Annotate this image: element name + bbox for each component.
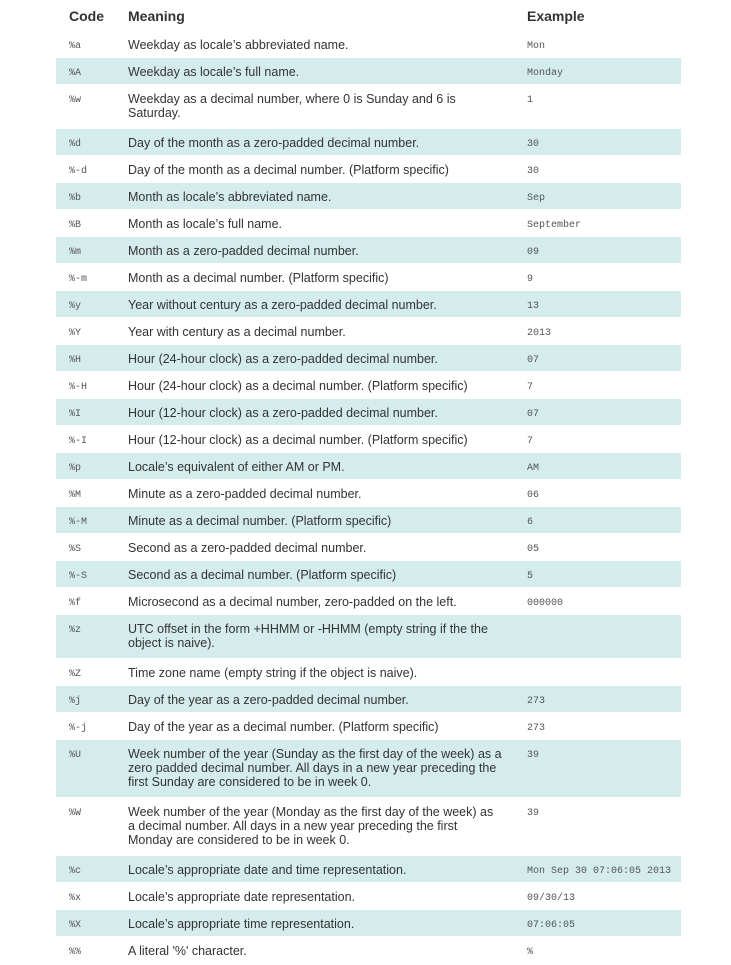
format-meaning: Minute as a decimal number. (Platform specific) <box>128 514 392 528</box>
format-meaning: Time zone name (empty string if the object is naive). <box>128 666 418 680</box>
format-meaning: Weekday as locale’s full name. <box>128 65 300 79</box>
format-example: 07:06:05 <box>527 920 576 931</box>
format-example: % <box>527 947 534 958</box>
format-example: 5 <box>527 571 534 582</box>
format-code: %-j <box>69 723 88 734</box>
format-code: %y <box>69 301 82 312</box>
format-code: %a <box>69 41 82 52</box>
format-code: %f <box>69 598 82 609</box>
table-row <box>56 236 681 263</box>
format-code: %c <box>69 866 82 877</box>
format-example: 1 <box>527 95 534 106</box>
format-meaning: Locale’s appropriate time representation. <box>128 917 355 931</box>
format-code: %z <box>69 625 82 636</box>
format-meaning: Weekday as locale’s abbreviated name. <box>128 38 349 52</box>
format-code: %-H <box>69 382 88 393</box>
format-code: %X <box>69 920 82 931</box>
format-meaning: Second as a zero-padded decimal number. <box>128 541 367 555</box>
format-meaning: Year without century as a zero-padded decimal number. <box>128 298 437 312</box>
format-meaning: Week number of the year (Monday as the first day of the week) as a decimal number. All days in a new year preceding the first Monday are considered to be in week 0. <box>128 805 494 847</box>
format-code: %B <box>69 220 82 231</box>
table-row <box>56 560 681 587</box>
table-row <box>56 344 681 371</box>
format-meaning: Second as a decimal number. (Platform specific) <box>128 568 397 582</box>
format-code: %-d <box>69 166 88 177</box>
format-code: %S <box>69 544 82 555</box>
table-row <box>56 371 681 398</box>
table-row <box>56 263 681 290</box>
table-row <box>56 712 681 739</box>
format-meaning: Day of the year as a zero-padded decimal number. <box>128 693 409 707</box>
table-row <box>56 84 681 128</box>
format-example: AM <box>527 463 540 474</box>
format-example: 000000 <box>527 598 564 609</box>
format-meaning: Hour (24-hour clock) as a zero-padded decimal number. <box>128 352 438 366</box>
format-code: %x <box>69 893 82 904</box>
format-example: 09 <box>527 247 540 258</box>
format-meaning: Day of the month as a zero-padded decimal number. <box>128 136 420 150</box>
format-example: Sep <box>527 193 546 204</box>
format-meaning: Month as locale’s full name. <box>128 217 283 231</box>
table-row <box>56 317 681 344</box>
format-code: %% <box>69 947 82 958</box>
format-meaning: Weekday as a decimal number, where 0 is Sunday and 6 is Saturday. <box>128 92 456 120</box>
header-example: Example <box>527 8 585 24</box>
format-meaning: A literal '%' character. <box>128 944 247 958</box>
table-header <box>56 0 681 30</box>
format-example: Mon Sep 30 07:06:05 2013 <box>527 866 672 877</box>
format-code: %A <box>69 68 82 79</box>
format-meaning: Locale’s equivalent of either AM or PM. <box>128 460 345 474</box>
format-example: 13 <box>527 301 540 312</box>
table-row <box>56 685 681 712</box>
format-code: %p <box>69 463 82 474</box>
table-row <box>56 855 681 882</box>
format-example: 273 <box>527 696 546 707</box>
format-meaning: Month as locale’s abbreviated name. <box>128 190 332 204</box>
format-meaning: UTC offset in the form +HHMM or -HHMM (empty string if the the object is naive). <box>128 622 488 650</box>
format-meaning: Day of the year as a decimal number. (Platform specific) <box>128 720 439 734</box>
format-example: Monday <box>527 68 564 79</box>
format-meaning: Day of the month as a decimal number. (Platform specific) <box>128 163 449 177</box>
format-code: %-S <box>69 571 88 582</box>
format-code: %M <box>69 490 82 501</box>
format-code: %-m <box>69 274 88 285</box>
format-example: 6 <box>527 517 534 528</box>
format-example: 07 <box>527 409 540 420</box>
strftime-table <box>56 0 681 963</box>
header-meaning: Meaning <box>128 8 185 24</box>
table-row <box>56 452 681 479</box>
table-row <box>56 30 681 57</box>
format-meaning: Month as a zero-padded decimal number. <box>128 244 359 258</box>
format-code: %d <box>69 139 82 150</box>
table-row <box>56 506 681 533</box>
table-row <box>56 533 681 560</box>
format-meaning: Year with century as a decimal number. <box>128 325 346 339</box>
format-example: 2013 <box>527 328 552 339</box>
format-example: 9 <box>527 274 534 285</box>
format-meaning: Week number of the year (Sunday as the first day of the week) as a zero padded decimal number. All days in a new year preceding the first Sunday are considered to be in week 0. <box>128 747 502 789</box>
format-code: %j <box>69 696 82 707</box>
format-example: 06 <box>527 490 540 501</box>
format-example: 7 <box>527 436 534 447</box>
format-example: 07 <box>527 355 540 366</box>
format-code: %I <box>69 409 82 420</box>
table-row <box>56 155 681 182</box>
format-meaning: Locale’s appropriate date and time representation. <box>128 863 407 877</box>
format-example: 273 <box>527 723 546 734</box>
format-code: %m <box>69 247 82 258</box>
format-code: %Y <box>69 328 82 339</box>
format-meaning: Microsecond as a decimal number, zero-padded on the left. <box>128 595 457 609</box>
format-example: 39 <box>527 808 540 819</box>
table-row <box>56 797 681 855</box>
format-code: %H <box>69 355 82 366</box>
format-example: 09/30/13 <box>527 893 576 904</box>
format-code: %-M <box>69 517 88 528</box>
format-example: 7 <box>527 382 534 393</box>
table-row <box>56 739 681 797</box>
format-example: 39 <box>527 750 540 761</box>
header-code: Code <box>69 8 104 24</box>
format-meaning: Hour (12-hour clock) as a zero-padded decimal number. <box>128 406 438 420</box>
table-row <box>56 128 681 155</box>
table-row <box>56 909 681 936</box>
table-body <box>56 30 681 963</box>
table-row <box>56 57 681 84</box>
format-example: Mon <box>527 41 546 52</box>
table-row <box>56 479 681 506</box>
table-row <box>56 425 681 452</box>
table-row <box>56 398 681 425</box>
format-example: 30 <box>527 139 540 150</box>
table-row <box>56 658 681 685</box>
format-meaning: Minute as a zero-padded decimal number. <box>128 487 362 501</box>
table-row <box>56 614 681 658</box>
format-code: %W <box>69 808 82 819</box>
table-row <box>56 936 681 963</box>
table-row <box>56 882 681 909</box>
format-code: %U <box>69 750 82 761</box>
format-example: September <box>527 220 582 231</box>
table-row <box>56 182 681 209</box>
format-meaning: Hour (24-hour clock) as a decimal number. (Platform specific) <box>128 379 468 393</box>
format-example: 30 <box>527 166 540 177</box>
format-code: %w <box>69 95 82 106</box>
table-row <box>56 209 681 236</box>
table-row <box>56 587 681 614</box>
format-code: %Z <box>69 669 82 680</box>
format-meaning: Month as a decimal number. (Platform specific) <box>128 271 389 285</box>
format-code: %-I <box>69 436 88 447</box>
format-meaning: Hour (12-hour clock) as a decimal number. (Platform specific) <box>128 433 468 447</box>
table-row <box>56 290 681 317</box>
format-meaning: Locale’s appropriate date representation. <box>128 890 356 904</box>
format-example: 05 <box>527 544 540 555</box>
format-code: %b <box>69 193 82 204</box>
